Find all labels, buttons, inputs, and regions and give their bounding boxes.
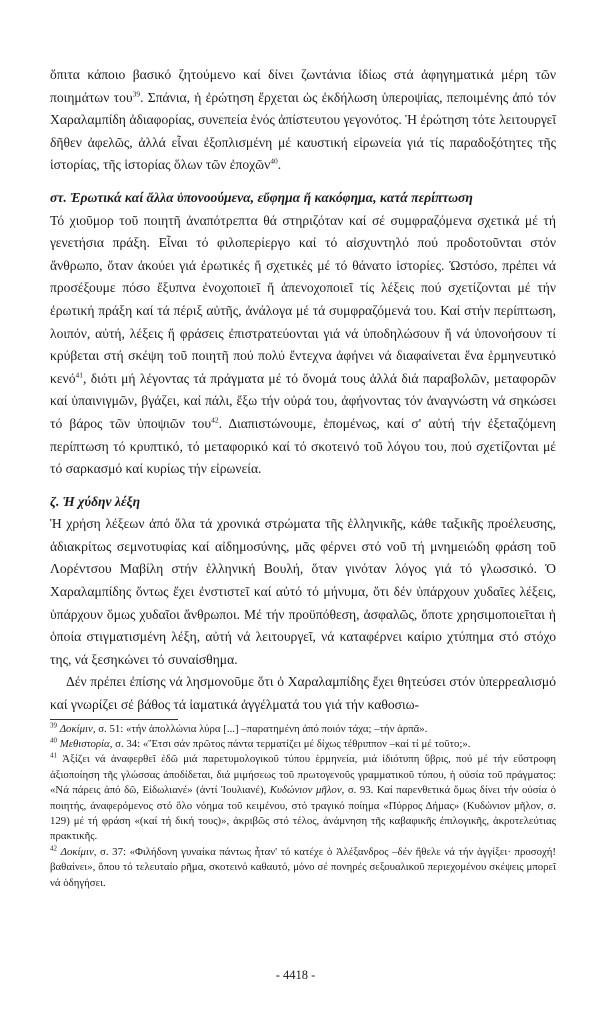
footnote-ref-41[interactable]: 41 [75, 370, 84, 380]
paragraph-text: . [277, 157, 282, 173]
footnote-divider [50, 719, 178, 720]
paragraph-opening [50, 64, 556, 177]
footnote-text: , σ. 93. Καί παρενθετικά ὅμως δίνει τήν οὐσία ὁ ποιητής, ἀναφερόμενος στό ὅλο νόημα τοῦ κειμένου, στό τραγικό ποίημα «Πύρρος Δήμας» (Κυδώνιον μῆλον, σ. 129) μέ τή φράση «(καί τή δική τους)», ἀκριβῶς στό τέλος, ἀνάμνηση τῆς καβαφικῆς ἐπιλογικῆς, ἀκροτελεύτιας πρακτικῆς. [50, 784, 556, 843]
footnote-text: , σ. 37: «Φιλήδονη γυναίκα πάντως ἦταν' τό κατέχε ὁ Ἀλέξανδρος –δέν ἤθελε νά τήν ἀγγίξει· προσοχή! βαθαίνει», ὅπου τό τελευταίο ρῆμα, σκοτεινό καθαυτό, μόνο σέ πονηρές σεξουαλικοῦ περιεχομένου σκέψεις μπορεῖ νά ὁδηγήσει. [50, 845, 557, 889]
footnote-number: 41 [50, 751, 57, 760]
footnote-source-title: Κυδώνιον μῆλον [269, 784, 342, 797]
paragraph-text: ὅπιτα κάποιο βασικό ζητούμενο καί δίνει ζωντάνια ἰδίως στά ἀφηγηματικά μέρη τῶν ποιημάτων του [50, 67, 556, 105]
footnote-ref-40[interactable]: 40 [270, 156, 278, 166]
page-content [50, 64, 556, 891]
paragraph-text: , διότι μή λέγοντας τά πράγματα μέ τό ὄνομά τους ἀλλά διά παραβολῶν, μεταφορῶν καί ὑπαινιγμῶν, βγάζει, καί πάλι, ἔξω τήν οὐρά του, ἀφήνοντας τόν ἀναγνώστη νά σηκώσει τό βάρος τῶν ὑποψιῶν του [50, 370, 556, 431]
footnote-41 [50, 752, 556, 844]
footnote-text: , σ. 34: «Ἔτσι σάν πρῶτος πάντα τερματίζει μέ δίχως τέθριππον –καί τί μέ τοῦτο;». [109, 738, 471, 751]
paragraph-vulgar-word: Ἡ χρήση λέξεων ἀπό ὅλα τά χρονικά στρώματα τῆς ἑλληνικῆς, κάθε ταξικῆς προέλευσης, ἀδιακρίτως σεμνοτυφίας καί αἰδημοσύνης, μᾶς φέρνει στό νοῦ τή μνημειώδη φράση τοῦ Λορέντσου Μαβίλη στήν ἑλληνική Βουλή, ὅταν γινόταν λόγος γιά τό γλωσσικό. Ὁ Χαραλαμπίδης ὄντως ἔχει ἐνστιστεῖ καί αὐτό τό μήνυμα, ὅτι δέν ὑπάρχουν χυδαῖες λέξεις, ὑπάρχουν ὅμως χυδαῖοι ἄνθρωποι. Μέ τήν προϋπόθεση, ἀσφαλῶς, ὅποτε χρησιμοποιεῖται ἡ ὁποία στιγματισμένη λέξη, αὐτή νά λειτουργεῖ, νά καταφέρνει καίριο χτύπημα στό στόχο της, νά ξεσηκώνει τό συναίσθημα. [50, 516, 556, 667]
footnote-source-title: Δοκίμιν [60, 845, 94, 858]
section-heading-st: στ. Ἐρωτικά καί ἄλλα ὑπονοούμενα, εὔφημα ἤ κακόφημα, κατά περίπτωση [50, 189, 473, 205]
footnote-42 [50, 845, 556, 891]
footnote-number: 42 [50, 844, 57, 853]
footnote-number: 40 [50, 736, 57, 745]
paragraph-text: . Διαπιστώνουμε, ἑπομένως, καί σ' αὐτή τήν ἐξεταζόμενη περίπτωση τό κρυπτικό, τό μεταφορικό καί τό σκοτεινό τοῦ λόγου του, πού σχετίζονται μέ τό σαρκασμό καί κυρίως τήν εἰρωνεία. [50, 415, 557, 477]
footnote-source-title: Μεθιστορία [59, 738, 110, 751]
paragraph-text: Τό χιοῦμορ τοῦ ποιητῆ ἀναπότρεπτα θά στηριζόταν καί σέ συμφραζόμενα σχετικά μέ τή γενετήσια πράξη. Εἶναι τό φιλοπερίεργο καί τό αἰσχυντηλό πού προδοτοῦνται στόν ἄνθρωπο, ὅταν ἀκούει γιά ἐρωτικές ἤ σχετικές μέ τό θάνατο ἱστορίες. Ὡστόσο, πρέπει νά προσέξουμε πόσο ἔξυπνα ἐνοχοποιεῖ ἤ ἀπενοχοποιεῖ τίς λέξεις πού σχετίζονται μέ τήν ἐρωτική πράξη καί τά πέριξ αὐτῆς, ἀνάλογα μέ τά συμφραζόμενά του. Καί στήν περίπτωση, λοιπόν, αὐτή, λέξεις ἤ φράσεις ἐπιστρατεύονται γιά νά ὑποδηλώσουν ἤ νά ὑπονοήσουν τί κρύβεται στή σκέψη τοῦ ποιητῆ πού πολύ ἔντεχνα ἀφήνει νά διαφαίνεται ἕνα ἑρμηνευτικό κενό [50, 212, 556, 386]
section-heading-z: ζ. Ἡ χύδην λέξη [50, 493, 141, 509]
footnote-source-title: Δοκίμιν [59, 722, 93, 735]
footnote-number: 39 [50, 721, 57, 730]
footnote-text: , σ. 51: «τήν ἀπολλώνια λύρα [...] –παρατημένη ἀπό ποιόν τάχα; –τήν ἁρπᾶ». [92, 722, 428, 735]
footnote-40 [50, 737, 556, 752]
paragraph-text: . Σπάνια, ἡ ἐρώτηση ἔρχεται ὡς ἐκδήλωση ὑπεροψίας, πεποιμένης ἀπό τόν Χαραλαμπίδη ἀδιαφορίας, συνεπεία ἑνός ἀπίστευτου γεγονότος. Ἡ ἐρώτηση τότε λειτουργεῖ δῆθεν ἀφελῶς, ἀλλά εἶναι ἐξοπλισμένη μέ καυστική εἰρωνεία γιά τίς παραδοξότητες τῆς ἱστορίας, τῆς ἱστορίας ὅλων τῶν ἐποχῶν [50, 89, 556, 173]
paragraph-erotic [50, 210, 556, 481]
footnotes [50, 722, 556, 891]
page-number: - 4418 - [275, 968, 316, 982]
footnote-ref-42[interactable]: 42 [211, 415, 219, 425]
footnote-ref-39[interactable]: 39 [132, 89, 141, 99]
footnote-39 [50, 722, 556, 737]
footnote-text: Ἀξίζει νά ἀναφερθεῖ ἐδῶ μιά παρετυμολογικοῦ τύπου ἑρμηνεία, μιά ἰδιότυπη ὕβρις, πού μέ τήν εὔστροφη ἀξιοποίηση τῆς γλώσσας ἀποδίδεται, διά μιμήσεως τοῦ πρωτογενοῦς γραμματικοῦ τύπου, ἡ οὐσία τοῦ πράγματος: «Νά πάρεις ἀπό δῶ, Εἰδωλιανέ» (ἀντί Ἰουλιανέ), [50, 753, 557, 797]
paragraph-continuation: Δέν πρέπει ἐπίσης νά λησμονοῦμε ὅτι ὁ Χαραλαμπίδης ἔχει θητεύσει στόν ὑπερρεαλισμό καί γνωρίζει σέ βάθος τά ἰαματικά ἀγγέλματά του γιά τήν καθοσιω- [50, 674, 556, 713]
